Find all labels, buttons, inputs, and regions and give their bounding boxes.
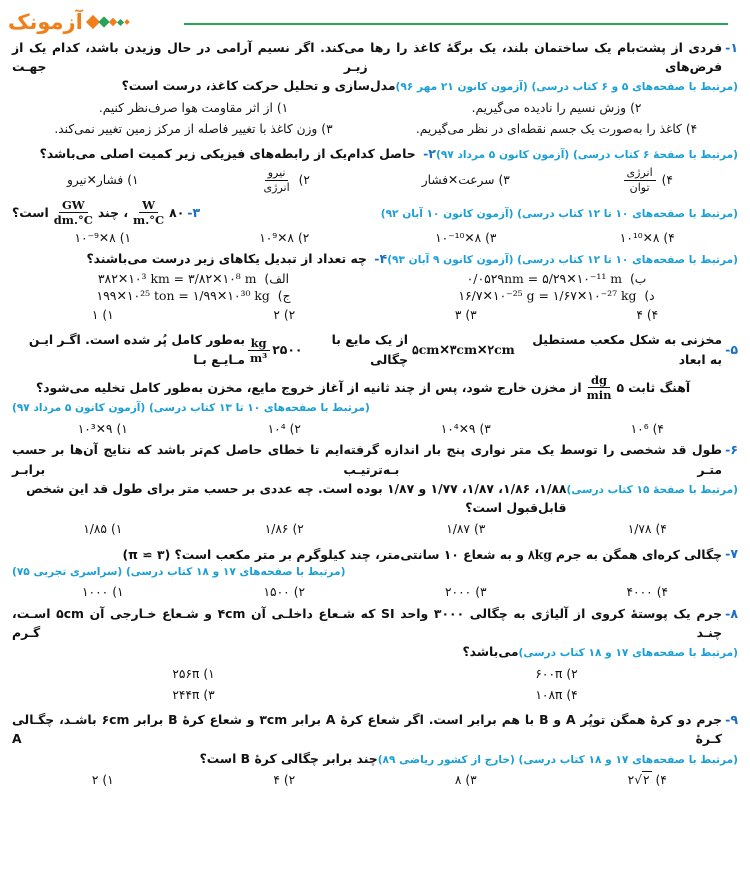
options-row: [12, 167, 738, 193]
question-2: [12, 144, 738, 193]
option-value: ۶۰۰π: [535, 666, 563, 681]
options-row: [12, 306, 738, 324]
question-number: ۱-: [725, 40, 738, 55]
conversion-row: [12, 271, 738, 286]
option-number: ۴): [646, 307, 659, 322]
option-number: ۳): [475, 585, 487, 600]
option-2[interactable]: [194, 420, 376, 438]
conversion-expression: ۱۹۹✕۱۰²⁵ ton = ۱/۹۹✕۱۰³⁰ kg: [96, 287, 270, 303]
question-text-line: ۱/۸۸، ۱/۸۶، ۱/۸۷، ۱/۷۷ و ۱/۸۷ بوده است. چه عددی بر حسب متر برای طول قد این شخص قابل‌قبول است؟: [26, 480, 567, 515]
option-value: فشار✕نیرو: [67, 172, 124, 187]
fraction-denominator: m³: [249, 350, 268, 365]
option-2[interactable]: [194, 229, 376, 247]
option-value: ۸✕۱۰⁹: [259, 231, 294, 246]
fraction-dg-per-min: [584, 374, 615, 401]
questions-container: [0, 38, 750, 789]
question-suffix-text: است؟: [12, 204, 49, 220]
option-2[interactable]: [194, 167, 376, 193]
option-number: ۳): [485, 231, 497, 246]
question-reference: (مرتبط با صفحه‌های ۱۰ تا ۱۳ کتاب درسی) (آزمون کانون ۵ مرداد ۹۷): [12, 402, 370, 415]
brand-logo: [8, 9, 129, 34]
question-text-line: جرم دو کرهٔ همگن توپُر A و B با هم برابر است. اگر شعاع کرهٔ A برابر ۳cm و شعاع کرهٔ B برابر ۶cm باشـد، چگـالی کـرهٔ A: [12, 712, 723, 747]
option-number: ۲): [283, 307, 296, 322]
option-4[interactable]: [557, 229, 739, 247]
option-4[interactable]: [375, 120, 738, 138]
mass-value: ۸kg: [527, 546, 552, 562]
option-number: ۳): [465, 307, 477, 322]
question-reference: (مرتبط با صفحه‌های ۱۰ تا ۱۲ کتاب درسی) (آزمون کانون ۹ آبان ۹۳): [387, 254, 738, 267]
sqrt-icon: √: [634, 773, 642, 788]
fraction-numerator: انرژی: [624, 167, 656, 181]
question-body-part: به‌طور کامل پُر شده است. اگـر ایـن مـایـع بـا: [28, 332, 245, 368]
option-3[interactable]: [375, 171, 557, 189]
question-number: ۴-: [374, 251, 388, 267]
question-3: [12, 199, 738, 247]
option-number: ۱): [112, 585, 124, 600]
option-4[interactable]: [557, 520, 739, 538]
fraction-numerator: dg: [588, 374, 610, 388]
question-5: [12, 330, 738, 438]
question-number: ۸-: [725, 605, 738, 621]
fraction-denominator: dm.°C: [53, 213, 93, 228]
page-header: [0, 0, 750, 38]
option-number: ۲): [298, 172, 310, 187]
option-value: ۲: [91, 773, 99, 788]
conversion-expression: ۱۶/۷✕۱۰⁻²⁵ g = ۱/۶۷✕۱۰⁻²⁷ kg: [458, 287, 637, 303]
option-number: ۳): [203, 687, 215, 702]
option-number: ۱): [110, 522, 123, 537]
sqrt-radicand: ۲: [642, 773, 650, 788]
option-value: ۲۴۴π: [172, 687, 200, 702]
fraction-numerator: GW: [59, 199, 88, 213]
diamond-icon: [124, 19, 130, 25]
fraction-denominator: m.°C: [133, 213, 165, 228]
diamond-icons: [88, 17, 129, 27]
question-text-line: [12, 249, 387, 269]
option-3[interactable]: [375, 520, 557, 538]
option-3[interactable]: [375, 771, 557, 789]
option-1[interactable]: [12, 229, 194, 247]
question-text-line: [12, 330, 738, 370]
option-value: ۸✕۱۰¹⁰: [619, 231, 660, 246]
option-number: ۱): [116, 421, 128, 436]
question-text-line: فردی از پشت‌بام یک ساختمان بلند، یک برگهٔ کاغذ را رها می‌کند. اگر نسیم آرامی در حال وزیدن باشد، کدام یک از فرض‌های زیـر جهـت: [12, 40, 723, 75]
option-number: ۴): [652, 421, 664, 436]
conversion-expression: ۰/۰۵۲۹nm = ۵/۲۹✕۱۰⁻¹¹ m: [466, 270, 623, 286]
option-1[interactable]: [12, 771, 194, 789]
option-value: وزش نسیم را نادیده می‌گیریم.: [471, 100, 627, 115]
conversion-d: [375, 288, 738, 303]
options-row: [12, 520, 738, 538]
question-number: ۲-: [423, 146, 436, 162]
option-number: ۱): [119, 231, 131, 246]
fraction-energy-over-power: [624, 167, 656, 193]
question-text-line: جرم یک پوستهٔ کروی از آلیاژی به چگالی ۳۰۰۰ واحد SI که شـعاع داخلـی آن ۴cm و شـعاع خـارجی آن ۵cm اسـت، چنـد گـرم: [12, 605, 723, 640]
question-reference: (مرتبط با صفحه‌های ۵ و ۶ کتاب درسی) (آزمون کانون ۲۱ مهر ۹۶): [395, 81, 738, 94]
question-1: [12, 38, 738, 138]
conversion-label: د): [644, 288, 655, 303]
fraction-denominator: انرژی: [263, 180, 290, 194]
option-number: ۴): [663, 231, 675, 246]
option-number: ۱): [203, 666, 215, 681]
option-1[interactable]: [12, 99, 375, 117]
option-number: ۱): [276, 100, 289, 115]
option-number: ۴): [656, 585, 668, 600]
option-number: ۲): [292, 522, 304, 537]
option-1[interactable]: [12, 520, 194, 538]
option-value: ۱۰⁶: [630, 421, 649, 436]
option-3[interactable]: [375, 420, 557, 438]
option-value: ۸✕۱۰⁻⁹: [74, 231, 116, 246]
question-text-line: چند برابر چگالی کرهٔ B است؟: [199, 750, 378, 766]
options-row: [12, 686, 738, 704]
question-reference: (مرتبط با صفحهٔ ۱۵ کتاب درسی): [566, 483, 738, 496]
option-number: ۲): [297, 231, 310, 246]
question-text-line: [12, 144, 436, 164]
option-4[interactable]: [375, 686, 738, 704]
option-3[interactable]: [375, 229, 557, 247]
conversion-c: [12, 288, 375, 303]
question-reference: (مرتبط با صفحه‌های ۱۷ و ۱۸ کتاب درسی) (سراسری تجربی ۷۵): [12, 565, 346, 578]
option-value: ۲: [273, 307, 280, 322]
option-number: ۴): [685, 122, 698, 137]
dimensions-value: ۵cm✕۳cm✕۲cm: [412, 342, 515, 358]
conversion-a: [12, 271, 375, 286]
question-prefix-value: ۸۰: [169, 204, 185, 220]
fraction-watt-per-m-degc: [130, 199, 167, 226]
density-value: ۲۵۰۰: [272, 342, 303, 358]
option-value: ۱۰⁴: [267, 421, 286, 436]
option-value: ۱/۸۵: [83, 522, 107, 537]
option-value: ۴۰۰۰: [626, 585, 653, 600]
option-1[interactable]: [12, 420, 194, 438]
question-number: ۶-: [725, 442, 738, 458]
option-3[interactable]: [375, 306, 557, 324]
conversion-label: ج): [277, 288, 291, 303]
option-value: ۱: [91, 307, 99, 322]
option-number: ۱): [102, 773, 114, 788]
option-1[interactable]: [12, 306, 194, 324]
option-value: ۱/۷۸: [627, 522, 652, 537]
option-value: ۸✕۱۰⁻¹⁰: [435, 231, 482, 246]
question-text-line: طول قد شخصی را توسط یک متر نواری پنج بار اندازه گرفته‌ایم تا خطای حاصل کم‌تر باشد که نتایج آن‌ها بر حسب متـر بـه‌ترتیـب برابـر: [12, 442, 723, 477]
option-value: ۸: [454, 773, 462, 788]
question-text-line: می‌باشد؟: [462, 644, 519, 660]
option-3[interactable]: [12, 686, 375, 704]
option-1[interactable]: [12, 665, 375, 683]
question-text-line: مدل‌سازی و تحلیل حرکت کاغذ، درست است؟: [121, 78, 396, 94]
question-7: [12, 544, 738, 601]
options-row: [12, 120, 738, 138]
fraction-numerator: نیرو: [265, 167, 289, 181]
option-number: ۳): [465, 773, 477, 788]
option-value: از اثر مقاومت هوا صرف‌نظر کنیم.: [98, 100, 273, 115]
option-number: ۳): [498, 172, 510, 187]
option-number: ۲): [289, 421, 301, 436]
header-divider-rule: [184, 23, 728, 25]
option-2[interactable]: [194, 583, 376, 601]
option-1[interactable]: [12, 583, 194, 601]
question-body-part: چگالی کره‌ای همگن به جرم: [555, 546, 723, 562]
option-number: ۲): [630, 100, 642, 115]
sqrt-coefficient: ۲: [627, 773, 635, 788]
option-value: ۹✕۱۰⁴: [440, 421, 476, 436]
question-4: [12, 249, 738, 324]
question-body-part: از مخزن خارج شود، پس از چند ثانیه از آغاز خروج مایع، مخزن به‌طور کامل تخلیه می‌شود؟: [36, 379, 582, 395]
question-number: ۳-: [187, 204, 201, 220]
question-reference: (مرتبط با صفحه‌های ۱۰ تا ۱۲ کتاب درسی) (آزمون کانون ۱۰ آبان ۹۲): [380, 207, 738, 220]
option-value: وزن کاغذ با تغییر فاصله از مرکز زمین تغییر نمی‌کند.: [54, 122, 318, 137]
option-2[interactable]: [194, 306, 376, 324]
question-reference: (مرتبط با صفحهٔ ۶ کتاب درسی) (آزمون کانون ۵ مرداد ۹۷): [435, 149, 738, 162]
rate-value: ۵: [616, 379, 625, 395]
option-4[interactable]: [557, 771, 739, 789]
option-number: ۳): [321, 122, 333, 137]
fraction-gigawatt-per-dm-degc: [51, 199, 96, 226]
question-body: حاصل کدام‌یک از رابطه‌های فیزیکی زیر کمیت اصلی می‌باشد؟: [39, 146, 416, 162]
fraction-force-over-energy: [261, 167, 293, 193]
question-8: [12, 604, 738, 704]
options-row: [12, 420, 738, 438]
option-3[interactable]: [375, 583, 557, 601]
option-value: ۱/۸۷: [446, 522, 470, 537]
conversion-b: [375, 271, 738, 286]
question-9: [12, 710, 738, 789]
option-value: ۱/۸۶: [264, 522, 289, 537]
option-2[interactable]: [375, 99, 738, 117]
option-value: ۱۰۰۰: [82, 585, 109, 600]
fraction-kg-per-m3: [247, 337, 270, 364]
option-number: ۲): [283, 773, 296, 788]
question-reference: (مرتبط با صفحه‌های ۱۷ و ۱۸ کتاب درسی): [518, 647, 738, 660]
option-number: ۴): [566, 687, 578, 702]
question-reference: (مرتبط با صفحه‌های ۱۷ و ۱۸ کتاب درسی) (خارج از کشور ریاضی ۸۹): [377, 753, 738, 766]
question-body-part: مخزنی به شکل مکعب مستطیل به ابعاد: [532, 332, 723, 368]
question-6: [12, 440, 738, 538]
option-value: ۱۵۰۰: [263, 585, 290, 600]
option-number: ۱): [102, 307, 114, 322]
option-number: ۴): [655, 522, 667, 537]
options-row: [12, 771, 738, 789]
option-number: ۴): [655, 773, 667, 788]
diamond-icon: [117, 18, 124, 25]
option-4[interactable]: [557, 583, 739, 601]
option-value: ۳: [454, 307, 462, 322]
option-value: کاغذ را به‌صورت یک جسم نقطه‌ای در نظر می‌گیریم.: [415, 122, 682, 137]
question-number: ۹-: [725, 712, 738, 728]
option-2[interactable]: [375, 665, 738, 683]
option-value: ۱۰۸π: [535, 687, 563, 702]
conversion-label: الف): [264, 271, 290, 286]
option-value: ۲۵۶π: [172, 666, 200, 681]
option-number: ۳): [473, 522, 486, 537]
options-row: [12, 665, 738, 683]
options-row: [12, 583, 738, 601]
question-text-line: [12, 199, 200, 226]
conversion-row: [12, 288, 738, 303]
question-body-part: آهنگ ثابت: [628, 379, 691, 395]
option-number: ۱): [127, 172, 139, 187]
question-body-part: از یک مایع با چگالی: [331, 332, 409, 368]
option-1[interactable]: [12, 171, 194, 189]
question-text-line: [12, 544, 738, 564]
options-row: [12, 229, 738, 247]
brand-name: آزمونک: [8, 9, 83, 34]
option-value: سرعت✕فشار: [421, 172, 495, 187]
conversion-label: ب): [629, 271, 647, 286]
question-number: ۵-: [725, 342, 738, 358]
option-2[interactable]: [194, 520, 376, 538]
option-4[interactable]: [557, 306, 739, 324]
option-value: ۴: [636, 307, 643, 322]
conversion-expression: ۳۸۲✕۱۰³ km = ۳/۸۲✕۱۰⁸ m: [97, 270, 257, 286]
option-4[interactable]: [557, 420, 739, 438]
option-value: ۴: [273, 773, 280, 788]
question-mid-text: ، چند: [97, 204, 129, 220]
option-number: ۲): [566, 666, 578, 681]
fraction-denominator: توان: [629, 180, 650, 194]
option-number: ۳): [479, 421, 491, 436]
option-value: ۲۰۰۰: [445, 585, 472, 600]
option-4[interactable]: [557, 167, 739, 193]
options-row: [12, 99, 738, 117]
fraction-numerator: W: [139, 199, 158, 213]
question-text-line: [12, 374, 738, 401]
fraction-denominator: min: [586, 388, 612, 403]
option-value: ۹✕۱۰³: [77, 421, 113, 436]
question-body: چه تعداد از تبدیل یکاهای زیر درست می‌باشند؟: [86, 251, 367, 267]
option-3[interactable]: [12, 120, 375, 138]
option-2[interactable]: [194, 771, 376, 789]
fraction-numerator: kg: [248, 337, 270, 351]
option-value-sqrt: [628, 771, 652, 789]
option-number: ۴): [661, 172, 673, 187]
option-number: ۲): [293, 585, 305, 600]
question-body-part: و به شعاع ۱۰ سانتی‌متر، چند کیلوگرم بر متر مکعب است؟ (۳ ≃ π): [122, 546, 524, 562]
question-number: ۷-: [725, 546, 738, 562]
